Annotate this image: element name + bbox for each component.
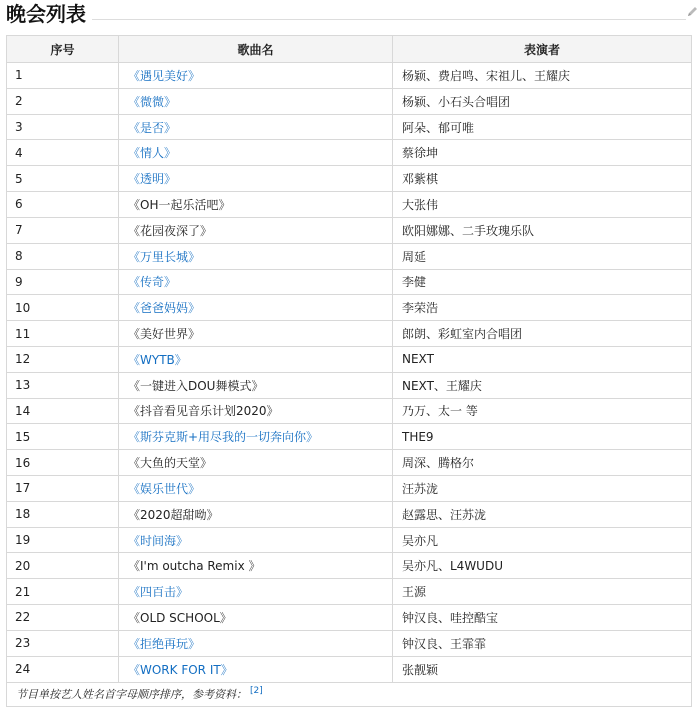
- performer-cell: 钟汉良、王霏霏: [393, 630, 692, 656]
- song-cell: [119, 501, 393, 527]
- song-cell: [119, 88, 393, 114]
- performer-cell: 李荣浩: [393, 295, 692, 321]
- table-row: [7, 140, 692, 166]
- table-row: [7, 476, 692, 502]
- table-body: [7, 63, 692, 683]
- table-row: [7, 450, 692, 476]
- song-link[interactable]: 《透明》: [128, 172, 177, 187]
- row-number: 15: [7, 424, 119, 450]
- table-row: [7, 269, 692, 295]
- header-number: 序号: [7, 36, 119, 63]
- row-number: 5: [7, 166, 119, 192]
- performer-cell: 钟汉良、哇控酷宝: [393, 605, 692, 631]
- song-link[interactable]: 《时间海》: [128, 533, 189, 548]
- table-row: [7, 114, 692, 140]
- performer-cell: 张靓颖: [393, 656, 692, 682]
- song-title: 《美好世界》: [128, 327, 201, 342]
- row-number: 20: [7, 553, 119, 579]
- table-row: [7, 217, 692, 243]
- header-performer: 表演者: [393, 36, 692, 63]
- row-number: 13: [7, 372, 119, 398]
- table-row: [7, 579, 692, 605]
- table-row: [7, 424, 692, 450]
- song-link[interactable]: 《WORK FOR IT》: [128, 662, 233, 677]
- song-cell: [119, 243, 393, 269]
- row-number: 16: [7, 450, 119, 476]
- row-number: 3: [7, 114, 119, 140]
- performer-cell: THE9: [393, 424, 692, 450]
- song-link[interactable]: 《情人》: [128, 146, 177, 161]
- table-row: [7, 527, 692, 553]
- song-link[interactable]: 《爸爸妈妈》: [128, 301, 201, 316]
- table-row: [7, 321, 692, 347]
- performer-cell: 蔡徐坤: [393, 140, 692, 166]
- row-number: 22: [7, 605, 119, 631]
- performer-cell: 杨颖、费启鸣、宋祖儿、王耀庆: [393, 63, 692, 89]
- performer-cell: 李健: [393, 269, 692, 295]
- table-row: [7, 630, 692, 656]
- row-number: 4: [7, 140, 119, 166]
- row-number: 9: [7, 269, 119, 295]
- song-cell: [119, 553, 393, 579]
- row-number: 8: [7, 243, 119, 269]
- header-song: 歌曲名: [119, 36, 393, 63]
- song-cell: [119, 424, 393, 450]
- performer-cell: 周延: [393, 243, 692, 269]
- song-title: 《一键进入DOU舞模式》: [128, 378, 264, 393]
- row-number: 18: [7, 501, 119, 527]
- table-row: [7, 605, 692, 631]
- row-number: 17: [7, 476, 119, 502]
- song-cell: [119, 372, 393, 398]
- section-header: [0, 0, 700, 30]
- song-title: 《OH一起乐活吧》: [128, 197, 231, 212]
- song-cell: [119, 579, 393, 605]
- row-number: 11: [7, 321, 119, 347]
- song-cell: [119, 192, 393, 218]
- song-link[interactable]: 《万里长城》: [128, 249, 201, 264]
- footnote-text: 节目单按艺人姓名首字母顺序排序，参考资料：: [16, 688, 247, 701]
- song-cell: [119, 398, 393, 424]
- page-title: 晚会列表: [6, 2, 86, 26]
- song-cell: [119, 656, 393, 682]
- title-divider: [92, 19, 686, 20]
- row-number: 6: [7, 192, 119, 218]
- performer-cell: NEXT: [393, 346, 692, 372]
- table-row: [7, 295, 692, 321]
- song-cell: [119, 605, 393, 631]
- row-number: 19: [7, 527, 119, 553]
- song-link[interactable]: 《拒绝再玩》: [128, 636, 201, 651]
- performer-cell: 郎朗、彩虹室内合唱团: [393, 321, 692, 347]
- song-cell: [119, 140, 393, 166]
- performer-cell: 汪苏泷: [393, 476, 692, 502]
- table-row: [7, 346, 692, 372]
- reference-link[interactable]: [2]: [250, 686, 263, 696]
- song-cell: [119, 346, 393, 372]
- table-footnote: [7, 682, 692, 706]
- table-header-row: [7, 36, 692, 63]
- song-cell: [119, 476, 393, 502]
- table-row: [7, 243, 692, 269]
- performer-cell: 赵露思、汪苏泷: [393, 501, 692, 527]
- performer-cell: 阿朵、郁可唯: [393, 114, 692, 140]
- song-cell: [119, 321, 393, 347]
- song-cell: [119, 450, 393, 476]
- song-link[interactable]: 《是否》: [128, 120, 177, 135]
- row-number: 2: [7, 88, 119, 114]
- song-cell: [119, 114, 393, 140]
- song-link[interactable]: 《微微》: [128, 94, 177, 109]
- row-number: 21: [7, 579, 119, 605]
- row-number: 14: [7, 398, 119, 424]
- song-title: 《2020超甜呦》: [128, 507, 219, 522]
- song-link[interactable]: 《娱乐世代》: [128, 481, 201, 496]
- song-title: 《花园夜深了》: [128, 223, 213, 238]
- table-row: [7, 192, 692, 218]
- song-link[interactable]: 《斯芬克斯+用尽我的一切奔向你》: [128, 430, 319, 445]
- song-cell: [119, 166, 393, 192]
- song-cell: [119, 527, 393, 553]
- song-cell: [119, 63, 393, 89]
- performer-cell: 大张伟: [393, 192, 692, 218]
- row-number: 10: [7, 295, 119, 321]
- row-number: 7: [7, 217, 119, 243]
- row-number: 1: [7, 63, 119, 89]
- song-link[interactable]: 《WYTB》: [128, 352, 187, 367]
- pencil-icon[interactable]: [686, 4, 698, 18]
- performer-cell: 周深、腾格尔: [393, 450, 692, 476]
- table-row: [7, 166, 692, 192]
- song-cell: [119, 295, 393, 321]
- table-row: [7, 398, 692, 424]
- performer-cell: 吴亦凡: [393, 527, 692, 553]
- song-cell: [119, 269, 393, 295]
- table-footer-row: [7, 682, 692, 706]
- table-row: [7, 501, 692, 527]
- table-row: [7, 656, 692, 682]
- song-link[interactable]: 《传奇》: [128, 275, 177, 290]
- table-row: [7, 88, 692, 114]
- performer-cell: 乃万、太一 等: [393, 398, 692, 424]
- song-title: 《大鱼的天堂》: [128, 456, 213, 471]
- song-title: 《OLD SCHOOL》: [128, 610, 232, 625]
- row-number: 24: [7, 656, 119, 682]
- song-cell: [119, 630, 393, 656]
- song-cell: [119, 217, 393, 243]
- table-row: [7, 553, 692, 579]
- performer-cell: 王源: [393, 579, 692, 605]
- performer-cell: 杨颖、小石头合唱团: [393, 88, 692, 114]
- performer-cell: 欧阳娜娜、二手玫瑰乐队: [393, 217, 692, 243]
- song-title: 《抖音看见音乐计划2020》: [128, 404, 279, 419]
- song-link[interactable]: 《遇见美好》: [128, 68, 201, 83]
- song-title: 《I'm outcha Remix 》: [128, 559, 261, 574]
- table-row: [7, 63, 692, 89]
- row-number: 12: [7, 346, 119, 372]
- table-row: [7, 372, 692, 398]
- performer-cell: 邓紫棋: [393, 166, 692, 192]
- program-table: [6, 35, 692, 707]
- performer-cell: NEXT、王耀庆: [393, 372, 692, 398]
- performer-cell: 吴亦凡、L4WUDU: [393, 553, 692, 579]
- song-link[interactable]: 《四百击》: [128, 585, 189, 600]
- row-number: 23: [7, 630, 119, 656]
